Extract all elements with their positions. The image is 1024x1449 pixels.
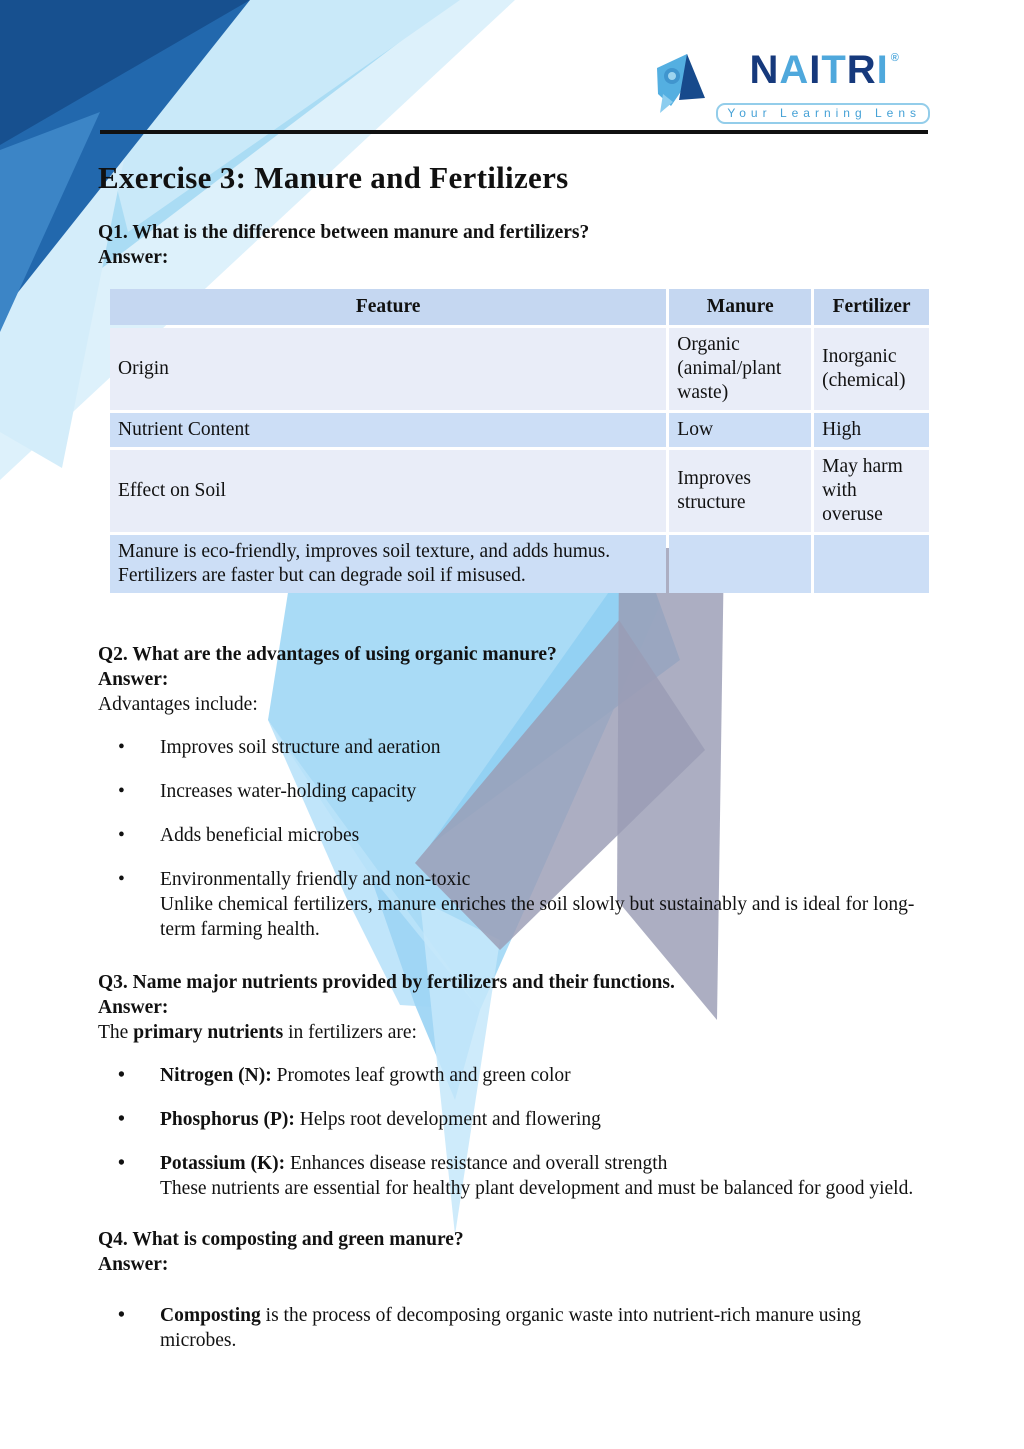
question-2-intro: Advantages include: xyxy=(98,694,258,715)
cell-fertilizer: May harm with overuse xyxy=(814,450,929,532)
bullet-icon: • xyxy=(118,737,125,758)
bullet-icon: • xyxy=(118,825,125,846)
list-item-text: Adds beneficial microbes xyxy=(160,825,360,846)
brand-name: NAITRI ® xyxy=(749,48,899,92)
list-item-text: Improves soil structure and aeration xyxy=(160,737,441,758)
question-3-answer-label: Answer: xyxy=(98,997,169,1018)
cell-feature: Nutrient Content xyxy=(110,413,666,447)
bullet-icon: • xyxy=(118,781,125,802)
list-item-continuation: These nutrients are essential for healthy plant development and must be balanced for good yield. xyxy=(160,1178,914,1199)
question-2-answer-label: Answer: xyxy=(98,669,169,690)
cell-note: Manure is eco-friendly, improves soil texture, and adds humus. Fertilizers are faster but can degrade soil if misused. xyxy=(110,535,666,593)
table-row xyxy=(110,450,929,532)
brand-logo xyxy=(655,50,930,124)
table-header-row xyxy=(110,289,929,325)
list-item-line: Environmentally friendly and non-toxic xyxy=(160,869,471,890)
list-item xyxy=(118,1151,932,1201)
question-1-title: Q1. What is the difference between manure and fertilizers? xyxy=(98,222,590,243)
nutrients-list xyxy=(98,1063,932,1201)
bullet-icon: • xyxy=(118,1065,125,1086)
list-item-text: Nitrogen (N): Promotes leaf growth and green color xyxy=(160,1065,571,1086)
list-item-continuation: Unlike chemical fertilizers, manure enriches the soil slowly but sustainably and is ideal for long-term farming health. xyxy=(160,894,915,940)
cell-manure: Improves structure xyxy=(669,450,811,532)
manure-fertilizer-comparison-table xyxy=(107,286,932,596)
registered-mark: ® xyxy=(890,52,899,64)
list-item xyxy=(118,779,932,804)
list-item xyxy=(118,1063,932,1088)
bullet-icon: • xyxy=(118,1109,125,1130)
list-item xyxy=(118,1107,932,1132)
cell-manure: Organic (animal/plant waste) xyxy=(669,328,811,410)
question-4-block xyxy=(98,1227,932,1353)
question-2-block xyxy=(98,642,932,942)
table-row xyxy=(110,328,929,410)
list-item xyxy=(118,867,932,942)
page-header xyxy=(0,0,1024,134)
list-item-text: Increases water-holding capacity xyxy=(160,781,417,802)
list-item-text xyxy=(160,867,932,942)
brand-text-block xyxy=(716,50,930,124)
column-header-fertilizer: Fertilizer xyxy=(814,289,929,325)
advantages-list xyxy=(98,735,932,942)
header-divider-line xyxy=(100,130,928,134)
question-4-title: Q4. What is composting and green manure? xyxy=(98,1229,464,1250)
question-2-title: Q2. What are the advantages of using organic manure? xyxy=(98,644,557,665)
cell-fertilizer: High xyxy=(814,413,929,447)
question-1-answer-label: Answer: xyxy=(98,247,169,268)
column-header-manure: Manure xyxy=(669,289,811,325)
cell-feature: Effect on Soil xyxy=(110,450,666,532)
question-4-answer-label: Answer: xyxy=(98,1254,169,1275)
cell-feature: Origin xyxy=(110,328,666,410)
list-item-text: Potassium (K): Enhances disease resistance and overall strength These nutrients are essential for healthy plant development and must be balanced for good yield. xyxy=(160,1153,914,1199)
table-row xyxy=(110,413,929,447)
cell-empty xyxy=(669,535,811,593)
list-item xyxy=(118,1303,932,1353)
cell-fertilizer: Inorganic (chemical) xyxy=(814,328,929,410)
cell-manure: Low xyxy=(669,413,811,447)
list-item-text: Phosphorus (P): Helps root development and flowering xyxy=(160,1109,601,1130)
column-header-feature: Feature xyxy=(110,289,666,325)
bullet-icon: • xyxy=(118,1305,125,1326)
list-item xyxy=(118,735,932,760)
page-title: Exercise 3: Manure and Fertilizers xyxy=(98,160,569,195)
list-item xyxy=(118,823,932,848)
bullet-icon: • xyxy=(118,1153,125,1174)
composting-list xyxy=(98,1303,932,1353)
bullet-icon: • xyxy=(118,869,125,890)
origami-bird-logo-icon xyxy=(655,52,707,116)
question-3-block xyxy=(98,970,932,1201)
table-note-row xyxy=(110,535,929,593)
brand-tagline: Your Learning Lens xyxy=(716,103,930,124)
cell-empty xyxy=(814,535,929,593)
question-3-intro: The primary nutrients in fertilizers are: xyxy=(98,1022,417,1043)
question-1-block xyxy=(98,220,932,270)
question-3-title: Q3. Name major nutrients provided by fertilizers and their functions. xyxy=(98,972,675,993)
list-item-text: Composting is the process of decomposing organic waste into nutrient-rich manure using microbes. xyxy=(160,1305,861,1351)
